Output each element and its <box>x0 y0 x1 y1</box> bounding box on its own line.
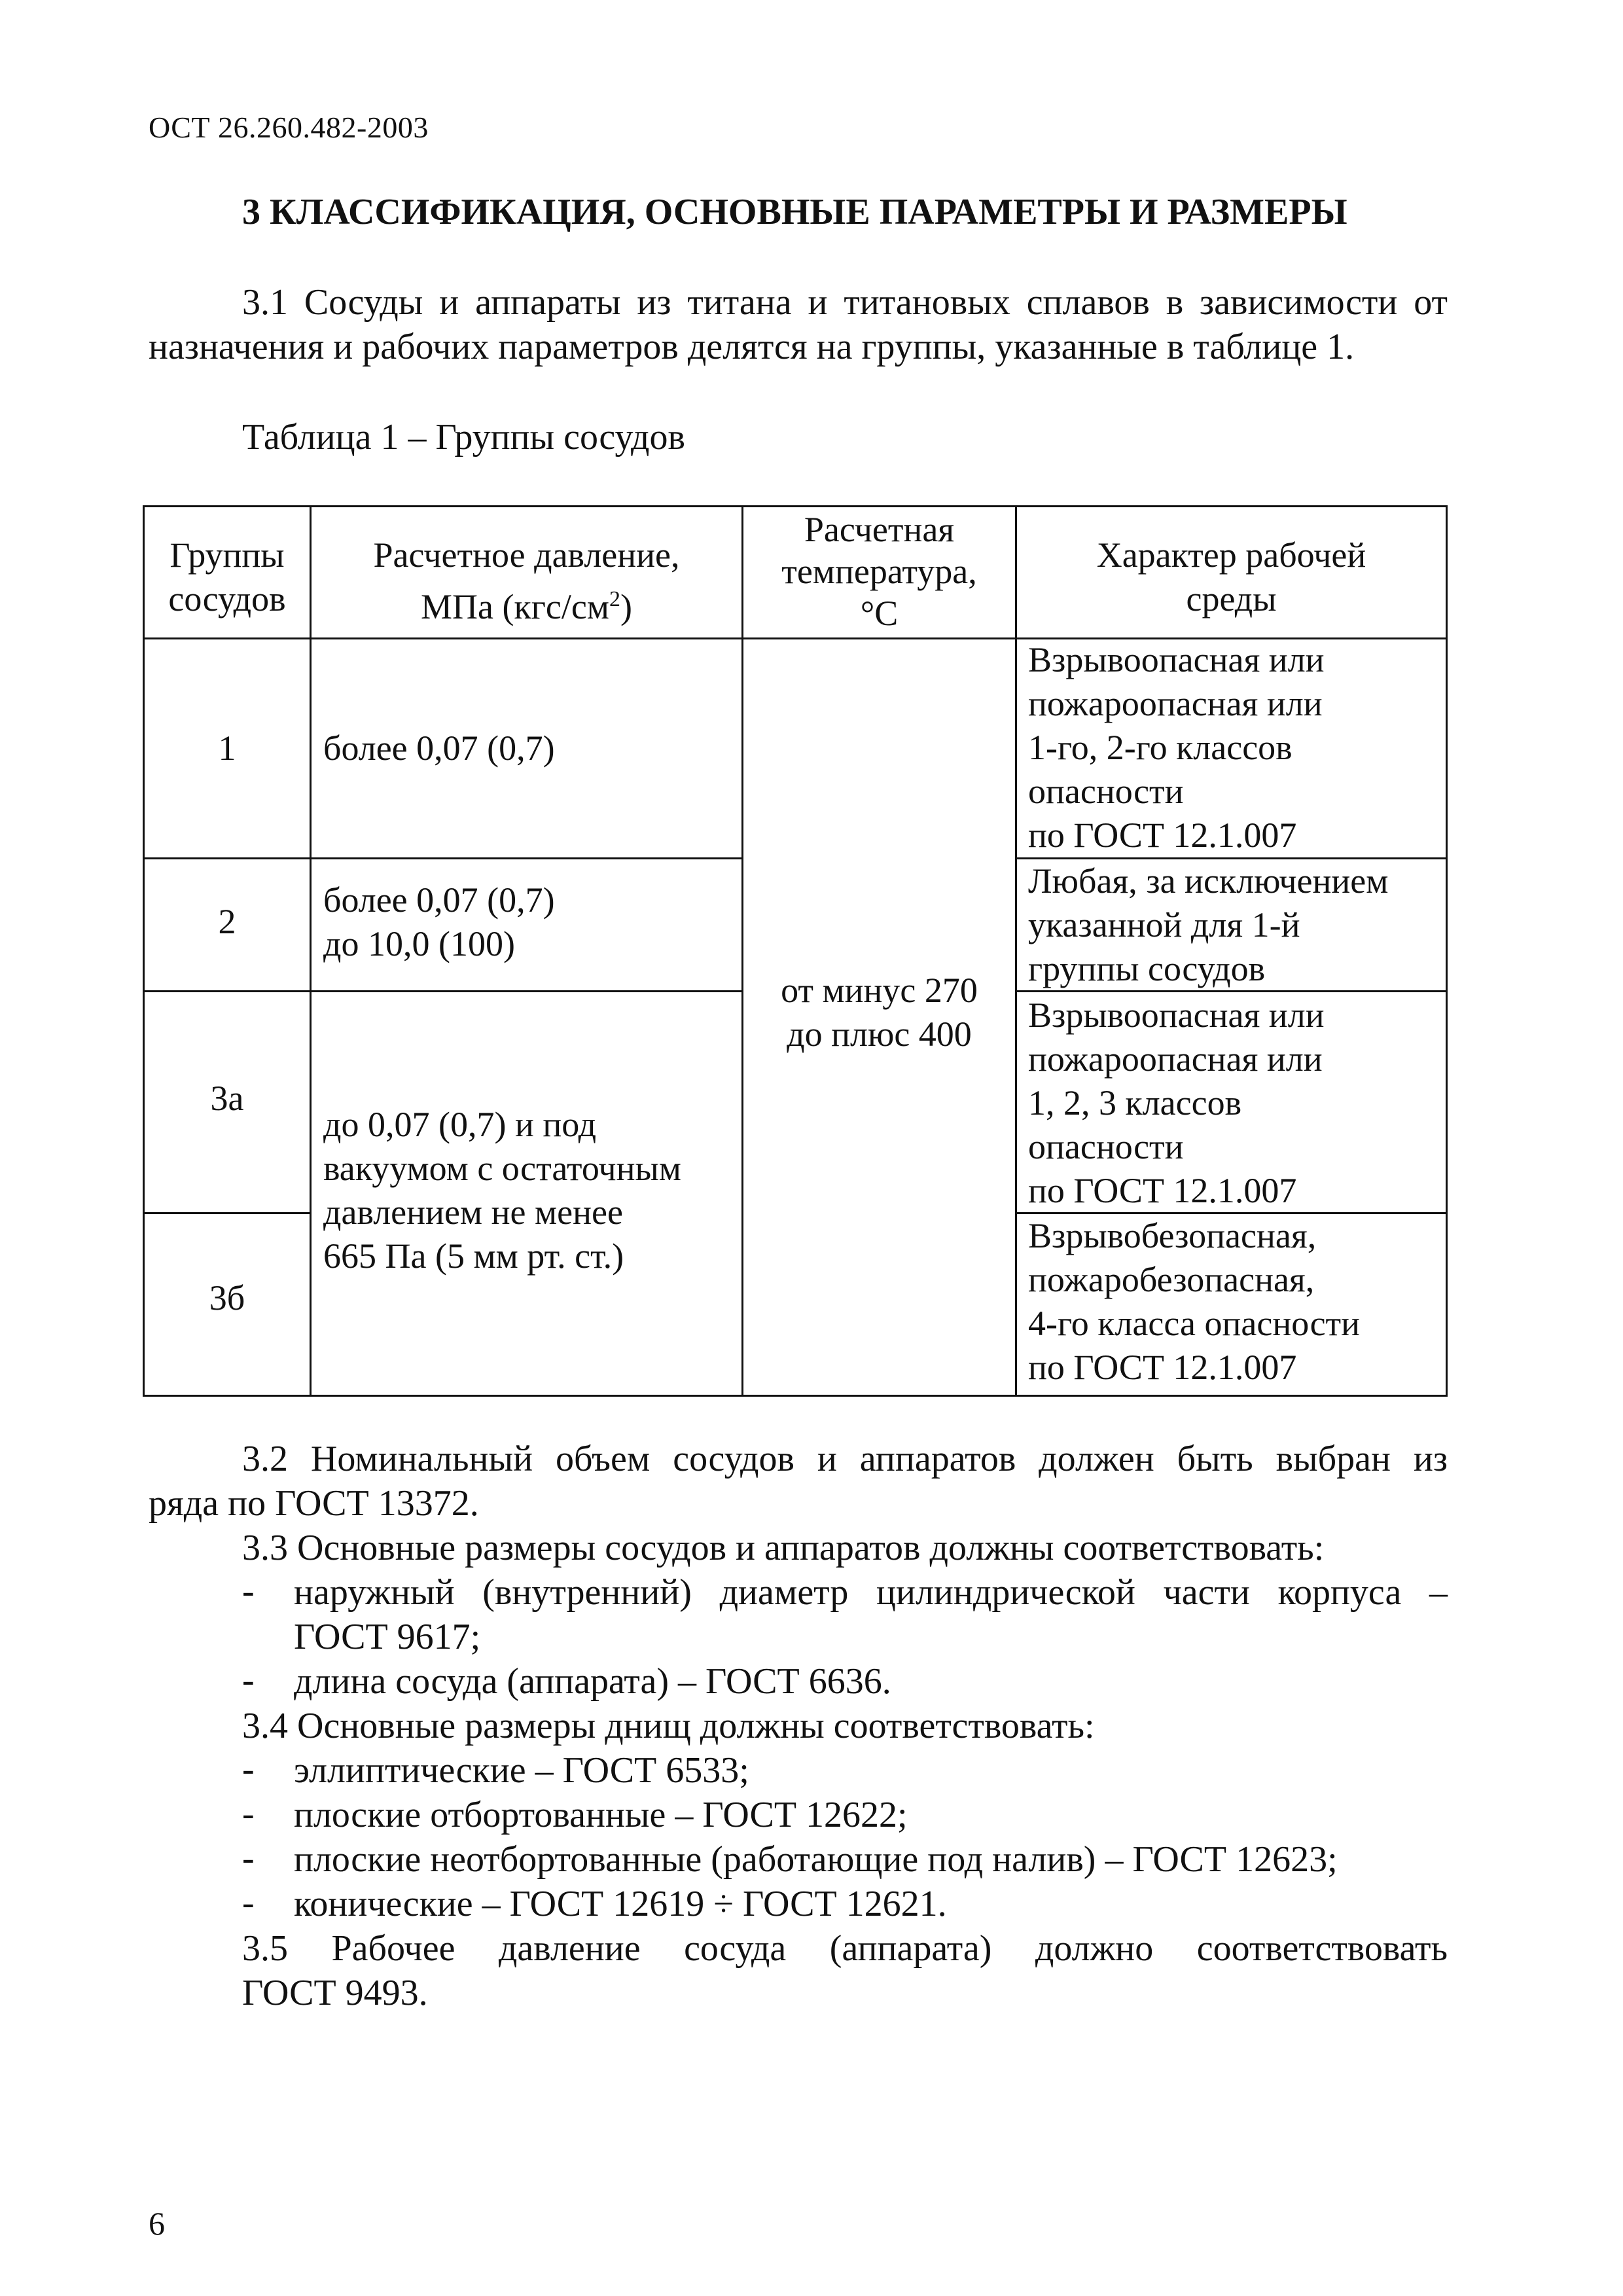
row-divider <box>145 857 741 859</box>
header-pressure-superscript: 2 <box>609 587 620 611</box>
header-pressure-unit-close: ) <box>620 587 632 626</box>
column-divider <box>310 507 312 1395</box>
paragraph-3-2-line-2: ряда по ГОСТ 13372. <box>149 1483 479 1524</box>
medium-line: пожароопасная или <box>1028 684 1323 723</box>
pressure-line: до 10,0 (100) <box>323 924 515 963</box>
header-pressure-line: Расчетное давление, <box>373 535 680 575</box>
header-temperature-line: Расчетная <box>804 510 955 549</box>
medium-line: группы сосудов <box>1028 949 1266 988</box>
header-pressure-unit-text: МПа (кгс/см <box>421 587 609 626</box>
paragraph-3-5-line-1: 3.5 Рабочее давление сосуда (аппарата) должно соответствовать <box>242 1928 1448 1969</box>
medium-line: опасности <box>1028 772 1184 811</box>
page-number: 6 <box>149 2205 165 2242</box>
header-temperature <box>743 509 1015 634</box>
paragraph-3-3-intro: 3.3 Основные размеры сосудов и аппаратов должны соответствовать: <box>242 1528 1325 1568</box>
list-dash: - <box>242 1749 255 1789</box>
medium-line: 1, 2, 3 классов <box>1028 1083 1242 1122</box>
header-medium-line: среды <box>1186 579 1277 619</box>
header-group <box>145 533 310 621</box>
groups-table <box>143 505 1448 1397</box>
list-dash: - <box>242 1571 255 1611</box>
paragraph-3-1 <box>149 280 1448 369</box>
medium-line: Взрывобезопасная, <box>1028 1216 1317 1255</box>
pressure-line: давлением не менее <box>323 1193 623 1232</box>
temperature-line: до плюс 400 <box>787 1014 972 1054</box>
paragraph-3-5-line-2: ГОСТ 9493. <box>242 1973 428 2013</box>
paragraph-3-1-line-2: назначения и рабочих параметров делятся на группы, указанные в таблице 1. <box>149 327 1355 367</box>
paragraph-3-2 <box>149 1437 1448 1526</box>
pressure-cell <box>323 1103 681 1278</box>
header-group-line: Группы <box>169 535 285 575</box>
list-dash: - <box>242 1660 255 1700</box>
list-item-continuation: ГОСТ 9617; <box>294 1617 481 1657</box>
header-medium <box>1017 533 1446 621</box>
list-item: длина сосуда (аппарата) – ГОСТ 6636. <box>294 1661 891 1702</box>
medium-line: Взрывоопасная или <box>1028 640 1325 679</box>
pressure-cell <box>323 878 555 966</box>
pressure-line: 665 Па (5 мм рт. ст.) <box>323 1236 624 1276</box>
header-temperature-unit: °С <box>860 594 899 633</box>
medium-line: Любая, за исключением <box>1028 861 1389 901</box>
medium-line: опасности <box>1028 1127 1184 1166</box>
header-group-line: сосудов <box>168 579 286 619</box>
medium-line: 4-го класса опасности <box>1028 1304 1361 1343</box>
row-divider <box>145 1212 310 1214</box>
list-item: плоские отбортованные – ГОСТ 12622; <box>294 1795 908 1835</box>
list-item: эллиптические – ГОСТ 6533; <box>294 1750 749 1791</box>
list-dash: - <box>242 1882 255 1923</box>
temperature-line: от минус 270 <box>781 971 978 1010</box>
medium-line: пожаробезопасная, <box>1028 1260 1315 1299</box>
medium-line: по ГОСТ 12.1.007 <box>1028 816 1297 855</box>
medium-cell <box>1028 1214 1360 1390</box>
paragraph-3-2-line-1: 3.2 Номинальный объем сосудов и аппаратов должен быть выбран из <box>242 1439 1448 1479</box>
document-code: ОСТ 26.260.482-2003 <box>149 111 429 144</box>
list-dash: - <box>242 1793 255 1834</box>
paragraph-3-4-intro: 3.4 Основные размеры днищ должны соответствовать: <box>242 1706 1095 1746</box>
medium-line: 1-го, 2-го классов <box>1028 728 1293 767</box>
medium-line: по ГОСТ 12.1.007 <box>1028 1348 1297 1387</box>
pressure-line: до 0,07 (0,7) и под <box>323 1105 597 1144</box>
medium-line: пожароопасная или <box>1028 1039 1323 1079</box>
header-pressure <box>312 533 741 629</box>
header-medium-line: Характер рабочей <box>1096 535 1366 575</box>
group-cell: 2 <box>218 902 236 941</box>
list-dash: - <box>242 1838 255 1878</box>
header-pressure-unit <box>312 577 741 629</box>
group-cell: 3б <box>209 1278 245 1318</box>
row-divider <box>145 990 741 992</box>
medium-line: Взрывоопасная или <box>1028 996 1325 1035</box>
medium-line: по ГОСТ 12.1.007 <box>1028 1171 1297 1210</box>
header-temperature-line: температура, <box>781 552 977 591</box>
table-caption: Таблица 1 – Группы сосудов <box>242 417 685 457</box>
pressure-cell: более 0,07 (0,7) <box>323 728 555 768</box>
group-cell: 1 <box>218 728 236 768</box>
column-divider <box>741 507 743 1395</box>
section-title: 3 КЛАССИФИКАЦИЯ, ОСНОВНЫЕ ПАРАМЕТРЫ И РАЗМЕРЫ <box>242 192 1347 232</box>
temperature-cell <box>743 969 1015 1056</box>
column-divider <box>1015 507 1017 1395</box>
list-item: конические – ГОСТ 12619 ÷ ГОСТ 12621. <box>294 1884 947 1924</box>
paragraph-3-1-line-1: 3.1 Сосуды и аппараты из титана и титановых сплавов в зависимости от <box>242 282 1448 323</box>
list-item: плоские неотбортованные (работающие под налив) – ГОСТ 12623; <box>294 1839 1338 1880</box>
medium-cell <box>1028 994 1325 1213</box>
pressure-line: более 0,07 (0,7) <box>323 880 555 920</box>
medium-cell <box>1028 859 1388 991</box>
group-cell: 3а <box>210 1079 244 1118</box>
list-item: наружный (внутренний) диаметр цилиндрической части корпуса – <box>294 1572 1448 1613</box>
paragraph-3-5 <box>242 1926 1448 2015</box>
medium-line: указанной для 1-й <box>1028 905 1300 944</box>
pressure-line: вакуумом с остаточным <box>323 1149 681 1188</box>
medium-cell <box>1028 638 1325 857</box>
